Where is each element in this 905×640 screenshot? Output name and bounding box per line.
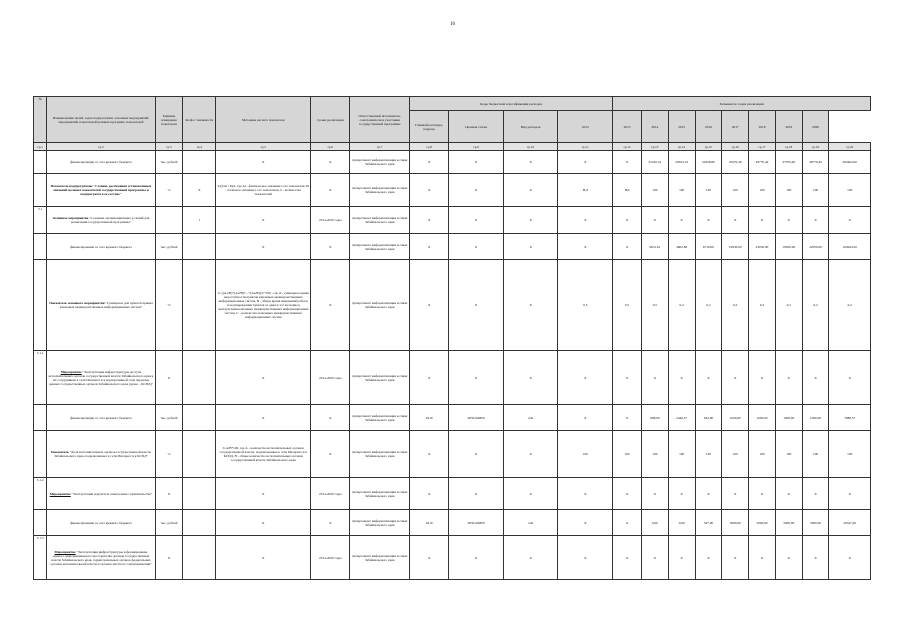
row-value: 100 (829, 431, 871, 478)
row-method: X (216, 151, 311, 174)
row-responsible: Департамент информатизации и связи Забайкальского края (350, 151, 410, 174)
header-year: 2016 (695, 111, 722, 143)
row-value: X (613, 405, 642, 431)
row-name: "Доля исполнительных органов государственной власти Забайкальского края, подключенных к сети Интернет и к КСПД" (54, 450, 151, 458)
row-num (34, 260, 47, 351)
row-method: X (216, 207, 311, 234)
row-value: X (775, 207, 802, 234)
header-year: 2020 (802, 111, 829, 143)
row-code-cs: X (449, 151, 504, 174)
header-code-glav: Главный распоряд., подразд. (410, 111, 449, 143)
row-method: X (216, 536, 311, 580)
row-code-cs: X (449, 207, 504, 234)
row-value: 100 (749, 174, 776, 207)
row-num: 5.1.3 (34, 536, 47, 580)
row-label: Основное мероприятие (52, 216, 89, 220)
row-value: 0,2 (802, 260, 829, 351)
row-value: 0,5 (641, 260, 668, 351)
row-value: 5000,00 (775, 510, 802, 536)
row-code-glav: X (410, 174, 449, 207)
row-value: 0,2 (775, 260, 802, 351)
row-responsible: Департамент информатизации и связи Забайкальского края (350, 174, 410, 207)
row-code-vr: X (503, 351, 558, 405)
row-responsible: Департамент информатизации и связи Забайкальского края (350, 260, 410, 351)
col-num: гр.10 (503, 143, 558, 151)
header-year: 2017 (722, 111, 749, 143)
row-code-glav: X (410, 207, 449, 234)
row-value: 608,00 (641, 405, 668, 431)
row-unit: % (155, 431, 183, 478)
row-value: 100 (722, 174, 749, 207)
header-method: Методика расчета показателя (216, 97, 311, 143)
table-row (34, 234, 871, 260)
program-table (33, 96, 871, 580)
row-value: 100 (722, 431, 749, 478)
row-unit: тыс. рублей (155, 151, 183, 174)
row-name-cell (47, 431, 155, 478)
row-value: 100 (749, 431, 776, 478)
row-method: I=A/B*100, где A - количество исполнительных органов государственной власти, подключенных к сети Интернет и к КСПД, B - общее количество исполнительных органов государственной власти Забайкальского края (216, 431, 311, 478)
col-num: гр.9 (449, 143, 504, 151)
row-label: Мероприятие (49, 491, 71, 496)
row-value: 5000,00 (749, 510, 776, 536)
row-value: X (613, 536, 642, 580)
row-coef (183, 405, 216, 431)
row-value: X (695, 207, 722, 234)
table-row (34, 151, 871, 174)
table-header (34, 97, 871, 151)
row-value: 547,00 (695, 510, 722, 536)
row-value: 100 (613, 431, 642, 478)
row-value: X (829, 536, 871, 580)
row-value: X (775, 536, 802, 580)
row-value: X (749, 207, 776, 234)
row-value: X (802, 351, 829, 405)
row-value: 0,00 (668, 510, 695, 536)
row-unit: X (155, 536, 183, 580)
row-unit: X (155, 478, 183, 510)
row-value: X (695, 351, 722, 405)
row-coef (183, 510, 216, 536)
row-unit (155, 207, 183, 234)
row-num (34, 174, 47, 207)
header-values-group: Значения по годам реализации (613, 97, 871, 111)
row-coef (183, 351, 216, 405)
row-value: X (749, 536, 776, 580)
col-num: гр.12 (613, 143, 642, 151)
row-term: 2014-2020 годы (311, 478, 350, 510)
row-value: X (668, 478, 695, 510)
row-name: Показатель подпрограммы "Степень достижения установленных значений целевых показателей государственной программы и подпрограмм в ее составе" (47, 174, 155, 207)
header-codes-group: Коды бюджетной классификации расходов (410, 97, 613, 111)
row-value: X (668, 536, 695, 580)
row-value: X (668, 351, 695, 405)
row-value: X (829, 351, 871, 405)
col-num: гр.2 (47, 143, 155, 151)
table-row (34, 478, 871, 510)
row-value: X (558, 207, 613, 234)
row-code-vr: X (503, 478, 558, 510)
row-name-cell (47, 260, 155, 351)
row-term: 2014-2020 годы (311, 351, 350, 405)
row-responsible: Департамент информатизации и связи Забайкальского края (350, 431, 410, 478)
header-year: 2018 (749, 111, 776, 143)
row-term: X (311, 405, 350, 431)
row-name-cell (47, 536, 155, 580)
row-value: X (668, 207, 695, 234)
row-num (34, 234, 47, 260)
row-value: 47670,40 (775, 151, 802, 174)
row-code-glav: X (410, 234, 449, 260)
row-responsible: Департамент информатизации и связи Забайкальского края (350, 207, 410, 234)
table-row (34, 174, 871, 207)
row-coef (183, 234, 216, 260)
col-num: гр.19 (802, 143, 829, 151)
row-responsible: Департамент информатизации и связи Забайкальского края (350, 351, 410, 405)
header-year: 2014 (641, 111, 668, 143)
row-value: НД (558, 174, 613, 207)
row-term: X (311, 174, 350, 207)
row-value: 49770,40 (749, 151, 776, 174)
header-code-cs: Целевая статья (449, 111, 504, 143)
row-responsible: Департамент информатизации и связи Забайкальского края (350, 405, 410, 431)
row-label: Мероприятие (60, 369, 82, 374)
row-value: 22050,00 (749, 234, 776, 260)
row-value: 0,2 (829, 260, 871, 351)
table-row (34, 536, 871, 580)
row-code-cs: 0650104800 (449, 405, 504, 431)
row-code-cs: X (449, 174, 504, 207)
row-value: 22050,00 (802, 234, 829, 260)
row-value: 100 (775, 431, 802, 478)
row-unit: тыс. рублей (155, 510, 183, 536)
row-code-vr: X (503, 431, 558, 478)
row-value: 284462,60 (829, 151, 871, 174)
header-term: Сроки реализации (311, 97, 350, 143)
row-num (34, 405, 47, 431)
row-num (34, 510, 47, 536)
row-value: 0,00 (641, 510, 668, 536)
row-responsible: Департамент информатизации и связи Забайкальского края (350, 478, 410, 510)
col-num: гр.13 (641, 143, 668, 151)
row-value: X (775, 351, 802, 405)
row-num: 5.1 (34, 207, 47, 234)
row-coef (183, 536, 216, 580)
row-value: X (749, 351, 776, 405)
row-value: X (802, 478, 829, 510)
row-value: 19950,00 (722, 234, 749, 260)
row-value: X (558, 351, 613, 405)
row-coef: X (183, 174, 216, 207)
col-num: гр.16 (722, 143, 749, 151)
row-value: X (558, 510, 613, 536)
row-name-cell (47, 351, 155, 405)
row-method: X (216, 351, 311, 405)
row-responsible: Департамент информатизации и связи Забайкальского края (350, 510, 410, 536)
row-code-glav: 0410 (410, 510, 449, 536)
row-name: "Эксплуатация инфраструктуры и формирование единого информационного пространства органов государственной власти Забайкальского края, территориальных органов федеральных органов исполнительной власти и органов местного самоуправления" (50, 549, 152, 566)
row-term: 2014-2020 годы (311, 536, 350, 580)
row-code-cs: X (449, 351, 504, 405)
table-row (34, 351, 871, 405)
row-value: 1000,00 (802, 405, 829, 431)
header-no: № (34, 97, 47, 143)
header-code-vr: Вид расходов (503, 111, 558, 143)
table-row (34, 431, 871, 478)
row-method: I=(ΣAi / Б)/n, где Ai - фактическое значение i-ого показателя, Бi - плановое значение i-ого показателя, n - количество показателей (216, 174, 311, 207)
row-value: 29633,19 (668, 151, 695, 174)
header-year: 2015 (668, 111, 695, 143)
row-value: 5000,00 (802, 510, 829, 536)
col-num: гр.3 (155, 143, 183, 151)
row-value: 632,00 (695, 405, 722, 431)
row-coef (183, 478, 216, 510)
col-num: гр.17 (749, 143, 776, 151)
row-value: X (722, 478, 749, 510)
row-code-vr: X (503, 260, 558, 351)
row-name: финансирование за счет краевого бюджета (47, 234, 155, 260)
row-value: 0,2 (668, 260, 695, 351)
header-unit: Единица измерения показателя (155, 97, 183, 143)
row-code-glav: X (410, 351, 449, 405)
row-value: X (829, 478, 871, 510)
row-value: X (613, 351, 642, 405)
row-name: финансирование за счет краевого бюджета (47, 510, 155, 536)
row-unit: % (155, 174, 183, 207)
row-value: 100 (802, 174, 829, 207)
row-value: X (802, 207, 829, 234)
row-value: X (695, 478, 722, 510)
row-coef (183, 151, 216, 174)
header-year: 2012 (558, 111, 613, 143)
row-value: X (613, 510, 642, 536)
row-value: 4602,89 (668, 234, 695, 260)
row-method: X (216, 234, 311, 260)
row-value: 100 (668, 431, 695, 478)
col-num: гр.20 (829, 143, 871, 151)
row-value: 5000,00 (722, 510, 749, 536)
row-code-glav: X (410, 151, 449, 174)
row-code-vr: X (503, 174, 558, 207)
row-unit: тыс. рублей (155, 405, 183, 431)
row-code-vr: X (503, 234, 558, 260)
row-unit: % (155, 260, 183, 351)
row-num (34, 431, 47, 478)
row-value: X (802, 536, 829, 580)
row-value: X (749, 478, 776, 510)
row-code-cs: X (449, 234, 504, 260)
row-code-glav: X (410, 431, 449, 478)
row-value: 100 (695, 174, 722, 207)
row-value: X (775, 478, 802, 510)
row-value: X (722, 207, 749, 234)
column-number-row (34, 143, 871, 151)
table-body (34, 151, 871, 580)
row-value: 100 (641, 431, 668, 478)
row-value: X (613, 234, 642, 260)
row-value: 0,2 (695, 260, 722, 351)
row-label: Мероприятие (54, 549, 76, 554)
row-label: Показатель основного мероприятия (49, 301, 105, 305)
row-value: 1000,00 (722, 405, 749, 431)
row-value: 100 (558, 431, 613, 478)
row-value: 35410,01 (641, 151, 668, 174)
row-name: "Эксплуатация инфраструктуры доступа исполнительных органов государственной власти Забайкальского края к их сотрудникам к сети Интернет и к корпоративной сети передачи данных государственных органов Забайкальского края (далее – КСПД)" (48, 369, 154, 386)
row-name: "Эксплуатация подсистем электронного правительства" (71, 491, 153, 496)
col-num: гр.1 (34, 143, 47, 151)
row-value: X (558, 234, 613, 260)
col-num: гр.15 (695, 143, 722, 151)
row-code-vr: X (503, 536, 558, 580)
row-code-cs: X (449, 478, 504, 510)
row-code-vr: X (503, 207, 558, 234)
row-term: X (311, 510, 350, 536)
row-value: X (722, 536, 749, 580)
row-num: 5.1.1 (34, 351, 47, 405)
program-table-sheet (33, 96, 871, 580)
row-name-cell (47, 207, 155, 234)
row-num (34, 151, 47, 174)
col-num: гр.7 (350, 143, 410, 151)
row-value: X (641, 207, 668, 234)
table-row (34, 405, 871, 431)
row-value: 0,2 (722, 260, 749, 351)
table-row (34, 207, 871, 234)
row-code-glav: X (410, 260, 449, 351)
row-name: "Суммарное для пунктов приема ключевых межведомственных информационных систем" (59, 301, 153, 309)
row-value: X (695, 536, 722, 580)
row-value: X (613, 478, 642, 510)
row-code-glav: X (410, 536, 449, 580)
row-value: 2446,57 (668, 405, 695, 431)
row-value: 0,5 (613, 260, 642, 351)
header-coef: Коэф-т значимости (183, 97, 216, 143)
row-value: 100 (802, 431, 829, 478)
row-value: 49770,40 (802, 151, 829, 174)
row-value: 9631,61 (641, 234, 668, 260)
row-num: 5.1.2 (34, 478, 47, 510)
table-row (34, 510, 871, 536)
row-value: X (641, 536, 668, 580)
row-name: "Создание организационных условий для реализации государственной программы" (70, 216, 150, 224)
row-coef (183, 260, 216, 351)
row-term: 2014-2020 годы (311, 207, 350, 234)
row-value: X (613, 207, 642, 234)
row-value: X (722, 351, 749, 405)
row-value: 1000,00 (749, 405, 776, 431)
row-method: X (216, 478, 311, 510)
row-method: I= ((A1/B)+(A2/B)+...+(An/B))/C*100 , где A - суммарное время недоступности пунктов ключевых межведомственных информационных систем, B - общее время изменений работы и подтверждения пунктов за один и тот же период эксплуатации ключевых межведомственных информационных систем, C - количество ключевых межведомственных информационных систем (216, 260, 311, 351)
row-value: 6710,00 (695, 234, 722, 260)
row-value: 100 (641, 174, 668, 207)
row-term: X (311, 234, 350, 260)
row-value: 100 (695, 431, 722, 478)
row-value: X (613, 151, 642, 174)
row-code-vr: 242 (503, 510, 558, 536)
row-code-glav: 0410 (410, 405, 449, 431)
row-value: X (558, 536, 613, 580)
header-name: Наименование целей, задач подпрограмм, основных мероприятий, мероприятий, показателей целевых программ, показателей (47, 97, 155, 143)
row-value: 0,5 (558, 260, 613, 351)
col-num: гр.5 (216, 143, 311, 151)
row-value: 19950,00 (775, 234, 802, 260)
col-num: гр.14 (668, 143, 695, 151)
row-value: X (558, 405, 613, 431)
row-value: X (558, 151, 613, 174)
row-value: 24458,80 (695, 151, 722, 174)
page-number: 16 (450, 22, 455, 27)
row-responsible: Департамент информатизации и связи Забайкальского края (350, 234, 410, 260)
col-num: гр.6 (311, 143, 350, 151)
row-value: X (829, 207, 871, 234)
table-row (34, 260, 871, 351)
row-code-cs: 0650104800 (449, 510, 504, 536)
row-unit: X (155, 351, 183, 405)
row-term: X (311, 260, 350, 351)
row-value: 100 (668, 174, 695, 207)
row-name: финансирование за счет краевого бюджета (47, 405, 155, 431)
row-value: 7686,57 (829, 405, 871, 431)
row-value: 100 (829, 174, 871, 207)
row-method: X (216, 405, 311, 431)
row-term: X (311, 431, 350, 478)
row-name-cell (47, 478, 155, 510)
col-num: гр.18 (775, 143, 802, 151)
row-value: X (641, 351, 668, 405)
header-year: 2019 (775, 111, 802, 143)
row-value: 0,2 (749, 260, 776, 351)
row-value: НД (613, 174, 642, 207)
row-value: X (558, 478, 613, 510)
row-method: X (216, 510, 311, 536)
row-unit: тыс. рублей (155, 234, 183, 260)
row-code-glav: X (410, 478, 449, 510)
row-term: X (311, 151, 350, 174)
row-responsible: Департамент информатизации и связи Забайкальского края (350, 536, 410, 580)
row-coef (183, 431, 216, 478)
header-year: 2013 (613, 111, 642, 143)
row-code-cs: X (449, 536, 504, 580)
row-name: финансирование за счет краевого бюджета (47, 151, 155, 174)
row-code-vr: X (503, 151, 558, 174)
row-value: 20547,00 (829, 510, 871, 536)
col-num: гр.4 (183, 143, 216, 151)
header-responsible: Ответственный исполнитель, соисполнители и участники государственной программы (350, 97, 410, 143)
row-code-vr: 242 (503, 405, 558, 431)
row-label: Показатель (51, 450, 69, 454)
col-num: гр.8 (410, 143, 449, 151)
row-value: X (641, 478, 668, 510)
row-coef: 1 (183, 207, 216, 234)
row-value: 1000,00 (775, 405, 802, 431)
row-value: 47670,40 (722, 151, 749, 174)
col-num: гр.11 (558, 143, 613, 151)
row-code-cs: X (449, 431, 504, 478)
row-value: 104944,50 (829, 234, 871, 260)
row-value: 100 (775, 174, 802, 207)
row-code-cs: X (449, 260, 504, 351)
